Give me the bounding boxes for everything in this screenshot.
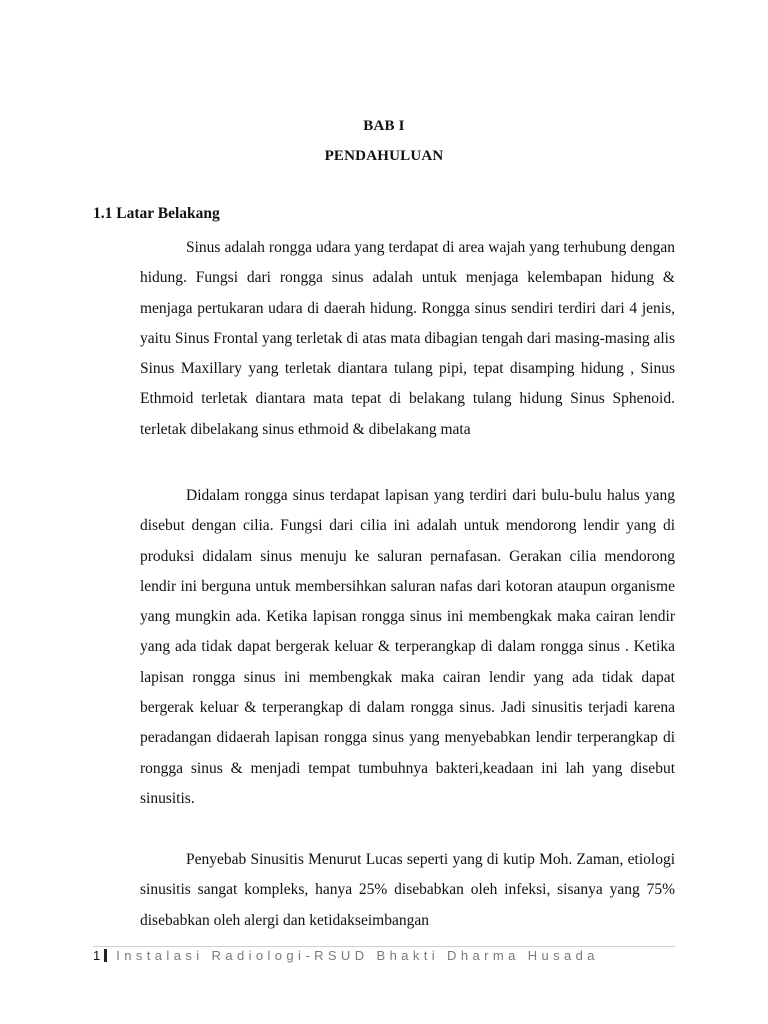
paragraph-text: Penyebab Sinusitis Menurut Lucas seperti yang di kutip Moh. Zaman, etiologi sinusitis sangat kompleks, hanya 25% disebabkan oleh infeksi, sisanya yang 75% disebabkan oleh alergi dan ketidakseimbangan (140, 851, 675, 929)
footer-divider (93, 946, 675, 947)
footer-separator (104, 949, 107, 962)
paragraph-text: Didalam rongga sinus terdapat lapisan yang terdiri dari bulu-bulu halus yang disebut dengan cilia. Fungsi dari cilia ini adalah untuk mendorong lendir yang di produksi didalam sinus menuju ke saluran pernafasan. Gerakan cilia mendorong lendir ini berguna untuk membersihkan saluran nafas dari kotoran ataupun organisme yang mungkin ada. Ketika lapisan rongga sinus ini membengkak maka cairan lendir yang ada tidak dapat bergerak keluar & terperangkap di dalam rongga sinus . Ketika lapisan rongga sinus ini membengkak maka cairan lendir yang ada tidak dapat bergerak keluar & terperangkap di dalam rongga sinus. Jadi sinusitis terjadi karena peradangan didaerah lapisan rongga sinus yang menyebabkan lendir terperangkap di rongga sinus & menjadi tempat tumbuhnya bakteri,keadaan ini lah yang disebut sinusitis. (140, 487, 675, 807)
body-paragraph-1 (140, 233, 675, 445)
body-paragraph-2 (140, 481, 675, 814)
paragraph-text: Sinus adalah rongga udara yang terdapat di area wajah yang terhubung dengan hidung. Fungsi dari rongga sinus adalah untuk menjaga kelembapan hidung & menjaga pertukaran udara di daerah hidung. Rongga sinus sendiri terdiri dari 4 jenis, yaitu Sinus Frontal yang terletak di atas mata dibagian tengah dari masing-masing alis Sinus Maxillary yang terletak diantara tulang pipi, tepat disamping hidung , Sinus Ethmoid terletak diantara mata tepat di belakang tulang hidung Sinus Sphenoid. terletak dibelakang sinus ethmoid & dibelakang mata (140, 239, 675, 438)
chapter-title: PENDAHULUAN (324, 148, 444, 164)
section-heading: 1.1 Latar Belakang (93, 205, 220, 222)
footer-text: Instalasi Radiologi-RSUD Bhakti Dharma Husada (116, 948, 599, 963)
page-number: 1 (93, 948, 101, 963)
chapter-number: BAB I (363, 118, 405, 134)
page-footer (93, 948, 599, 963)
body-paragraph-3 (140, 845, 675, 936)
